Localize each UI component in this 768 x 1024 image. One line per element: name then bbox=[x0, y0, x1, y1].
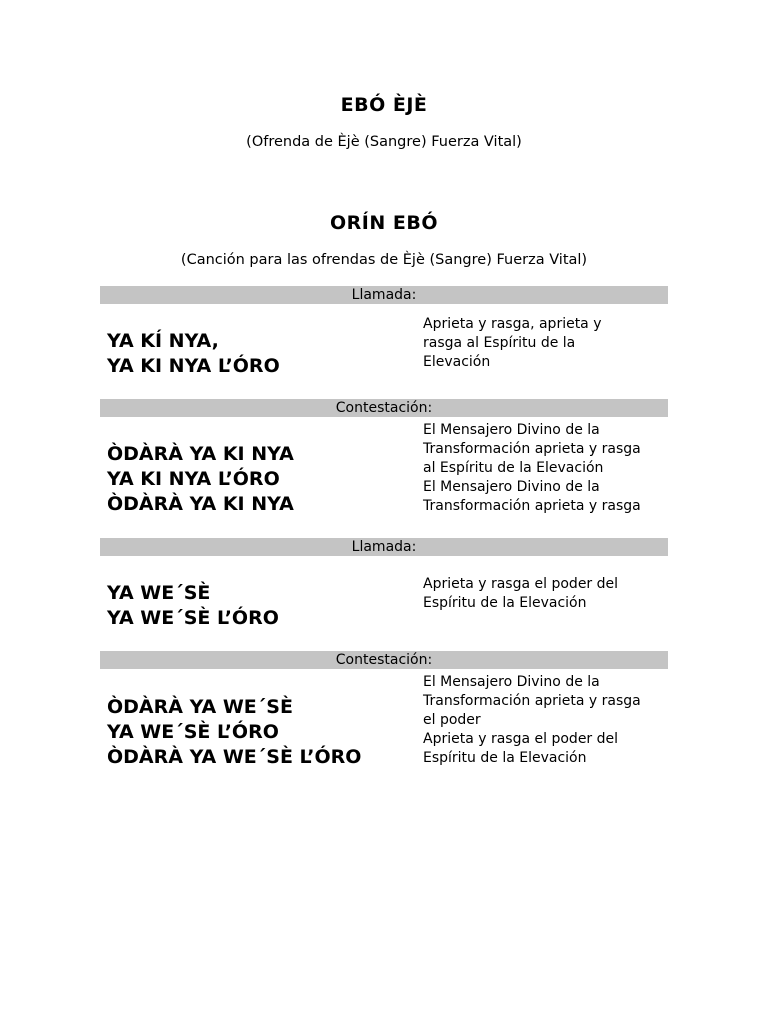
spanish-translation bbox=[423, 315, 673, 372]
spanish-line: El Mensajero Divino de la bbox=[423, 479, 600, 495]
spanish-translation bbox=[423, 421, 673, 516]
spanish-line: Transformación aprieta y rasga bbox=[423, 693, 641, 709]
verse-row-4 bbox=[100, 669, 668, 789]
spanish-line: Aprieta y rasga el poder del bbox=[423, 731, 619, 747]
yoruba-line: ÒDÀRÀ YA WE´SÈ L’ÓRO bbox=[107, 746, 362, 768]
yoruba-lyrics bbox=[107, 442, 407, 517]
verse-row-3 bbox=[100, 556, 668, 650]
yoruba-line: ÒDÀRÀ YA KI NYA bbox=[107, 493, 294, 515]
spanish-line: Transformación aprieta y rasga bbox=[423, 498, 641, 514]
section-header-llamada-1: Llamada: bbox=[100, 286, 668, 304]
yoruba-line: YA WE´SÈ L’ÓRO bbox=[107, 721, 279, 743]
spanish-line: El Mensajero Divino de la bbox=[423, 422, 600, 438]
yoruba-line: ÒDÀRÀ YA WE´SÈ bbox=[107, 696, 293, 718]
yoruba-lyrics bbox=[107, 695, 407, 770]
yoruba-lyrics bbox=[107, 581, 407, 631]
spanish-line: rasga al Espíritu de la bbox=[423, 335, 576, 351]
document-subtitle: (Ofrenda de Èjè (Sangre) Fuerza Vital) bbox=[246, 134, 522, 150]
spanish-line: Transformación aprieta y rasga bbox=[423, 441, 641, 457]
spanish-line: Elevación bbox=[423, 354, 491, 370]
yoruba-line: YA KI NYA L’ÓRO bbox=[107, 468, 280, 490]
section-header-contestacion-2: Contestación: bbox=[100, 651, 668, 669]
verse-row-1 bbox=[100, 304, 668, 398]
yoruba-lyrics bbox=[107, 329, 407, 379]
yoruba-line: YA KÍ NYA, bbox=[107, 330, 219, 352]
spanish-line: El Mensajero Divino de la bbox=[423, 674, 600, 690]
spanish-translation bbox=[423, 673, 673, 768]
spanish-line: Aprieta y rasga el poder del bbox=[423, 576, 619, 592]
song-title: ORÍN EBÓ bbox=[330, 212, 438, 234]
yoruba-line: YA WE´SÈ bbox=[107, 582, 211, 604]
spanish-line: al Espíritu de la Elevación bbox=[423, 460, 604, 476]
section-header-contestacion-1: Contestación: bbox=[100, 399, 668, 417]
document-title: EBÓ ÈJÈ bbox=[340, 94, 428, 116]
section-header-llamada-2: Llamada: bbox=[100, 538, 668, 556]
spanish-line: Espíritu de la Elevación bbox=[423, 750, 587, 766]
song-subtitle: (Canción para las ofrendas de Èjè (Sangre) Fuerza Vital) bbox=[180, 252, 588, 268]
yoruba-line: YA KI NYA L’ÓRO bbox=[107, 355, 280, 377]
yoruba-line: YA WE´SÈ L’ÓRO bbox=[107, 607, 279, 629]
spanish-line: el poder bbox=[423, 712, 481, 728]
verse-row-2 bbox=[100, 417, 668, 537]
spanish-line: Espíritu de la Elevación bbox=[423, 595, 587, 611]
spanish-translation bbox=[423, 575, 673, 613]
spanish-line: Aprieta y rasga, aprieta y bbox=[423, 316, 602, 332]
yoruba-line: ÒDÀRÀ YA KI NYA bbox=[107, 443, 294, 465]
